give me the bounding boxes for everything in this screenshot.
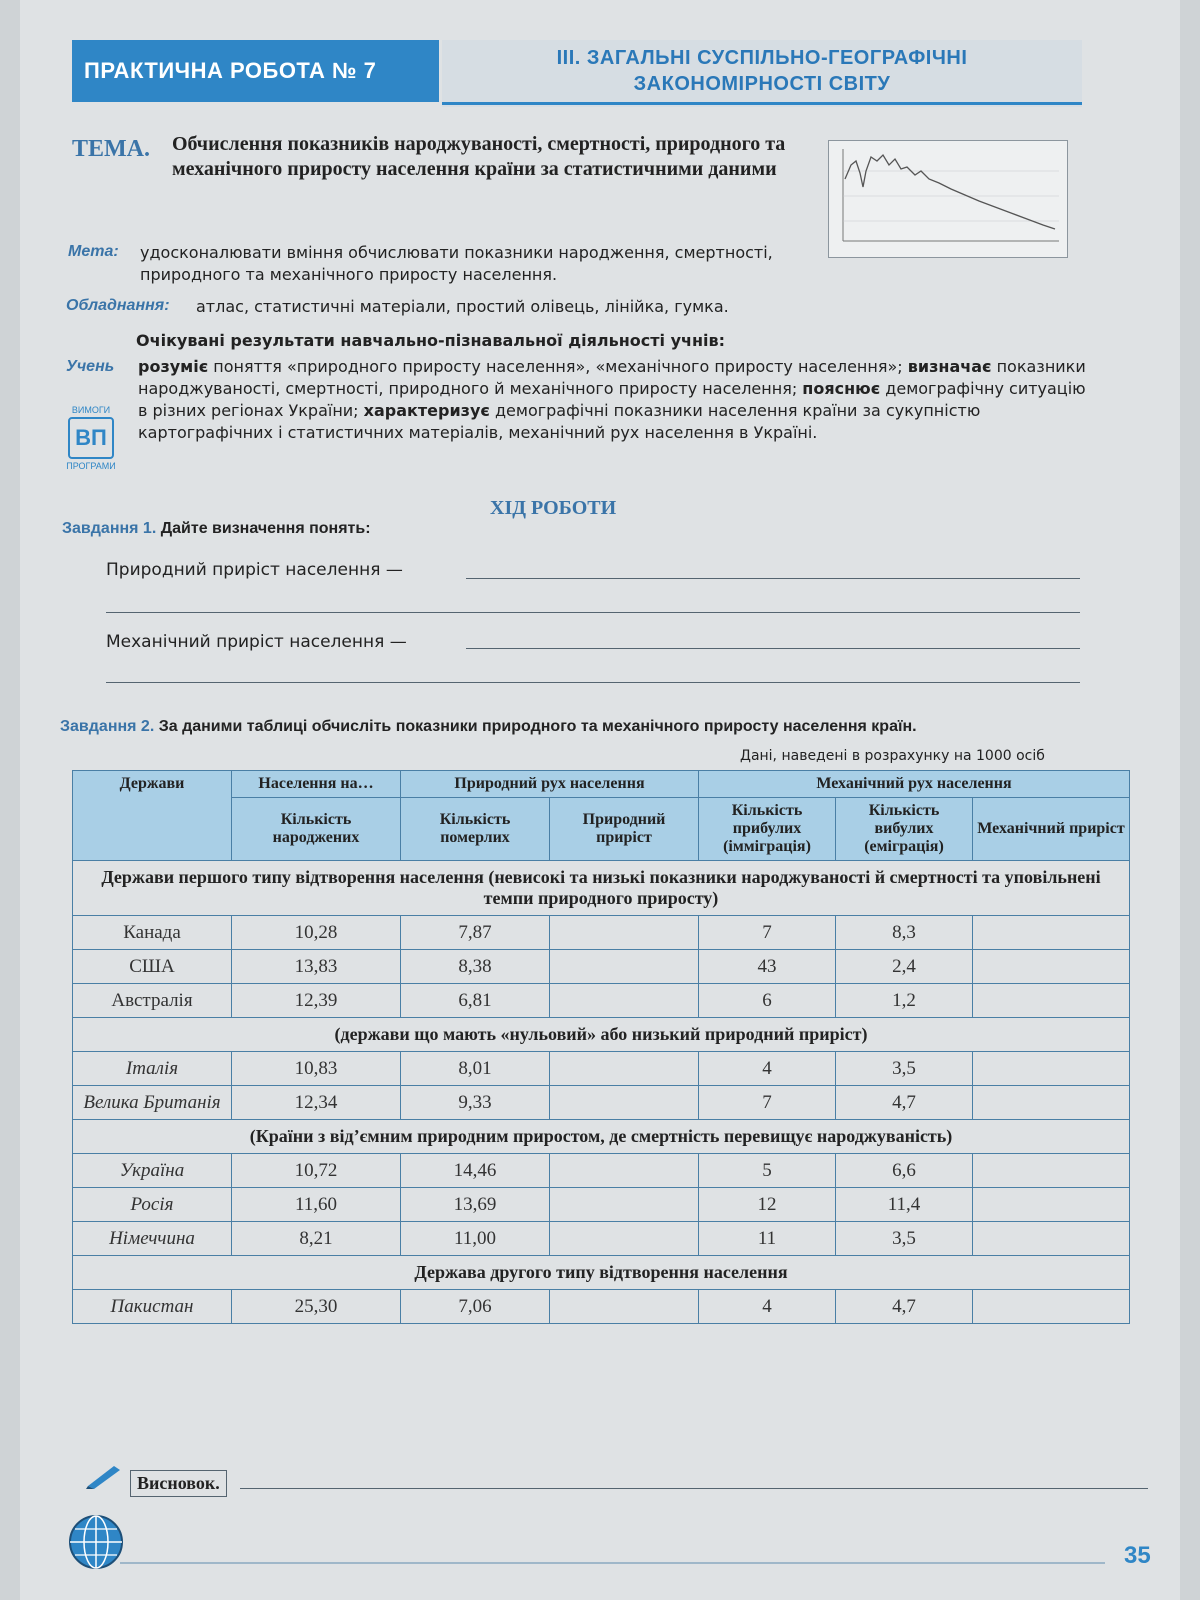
result-segment: пояснює xyxy=(802,379,881,398)
natural-growth-cell[interactable] xyxy=(550,984,699,1018)
arrived-cell: 5 xyxy=(699,1154,836,1188)
deaths-cell: 7,06 xyxy=(401,1290,550,1324)
deaths-cell: 8,01 xyxy=(401,1052,550,1086)
work-heading: ХІД РОБОТИ xyxy=(490,497,617,519)
country-cell: Росія xyxy=(73,1188,232,1222)
births-cell: 12,39 xyxy=(232,984,401,1018)
result-segment: визначає xyxy=(907,357,992,376)
task2-number: Завдання 2. xyxy=(60,718,155,735)
pen-icon xyxy=(84,1462,124,1490)
result-segment: розуміє xyxy=(138,357,209,376)
table-row xyxy=(73,1188,1130,1222)
arrived-cell: 4 xyxy=(699,1290,836,1324)
header-births: Кількість народжених xyxy=(232,798,401,861)
task1-title xyxy=(62,520,371,538)
task2-title xyxy=(60,718,1120,736)
definition2-label: Механічний приріст населення — xyxy=(106,632,407,652)
departed-cell: 8,3 xyxy=(836,916,973,950)
header-mech-growth: Механічний приріст xyxy=(973,798,1130,861)
departed-cell: 3,5 xyxy=(836,1052,973,1086)
natural-growth-cell[interactable] xyxy=(550,1154,699,1188)
result-segment: поняття «природного приросту населення», «механічного приросту населення»; xyxy=(208,357,908,376)
country-cell: США xyxy=(73,950,232,984)
deaths-cell: 14,46 xyxy=(401,1154,550,1188)
page-header xyxy=(72,40,1082,108)
country-cell: Німеччина xyxy=(73,1222,232,1256)
task2-text: За даними таблиці обчисліть показники природного та механічного приросту населення країн. xyxy=(158,718,917,735)
arrived-cell: 7 xyxy=(699,1086,836,1120)
table-row xyxy=(73,1086,1130,1120)
conclusion-label: Висновок. xyxy=(130,1470,227,1497)
result-segment: характеризує xyxy=(363,401,490,420)
deaths-cell: 6,81 xyxy=(401,984,550,1018)
header-deaths: Кількість померлих xyxy=(401,798,550,861)
mech-growth-cell[interactable] xyxy=(973,1154,1130,1188)
definition2-line2[interactable] xyxy=(106,682,1080,683)
tema-label: ТЕМА. xyxy=(72,136,150,162)
mech-growth-cell[interactable] xyxy=(973,1188,1130,1222)
departed-cell: 1,2 xyxy=(836,984,973,1018)
task1-number: Завдання 1. xyxy=(62,520,157,537)
births-cell: 25,30 xyxy=(232,1290,401,1324)
departed-cell: 4,7 xyxy=(836,1290,973,1324)
table-row xyxy=(73,916,1130,950)
departed-cell: 6,6 xyxy=(836,1154,973,1188)
demographics-table xyxy=(72,770,1130,1324)
group-row xyxy=(73,1256,1130,1290)
arrived-cell: 4 xyxy=(699,1052,836,1086)
chart-thumbnail-graphic xyxy=(829,141,1067,257)
header-arrived: Кількість прибулих (імміграція) xyxy=(699,798,836,861)
table-row xyxy=(73,984,1130,1018)
workbook-page xyxy=(20,0,1180,1600)
births-cell: 10,28 xyxy=(232,916,401,950)
country-cell: Австралія xyxy=(73,984,232,1018)
section-title-line2: ЗАКОНОМІРНОСТІ СВІТУ xyxy=(633,73,891,95)
result-segment: показники народжуваності, смертності, природного й механічного приросту населення; xyxy=(138,357,1086,398)
mech-growth-cell[interactable] xyxy=(973,950,1130,984)
definition1-line[interactable] xyxy=(466,578,1080,579)
equipment-label: Обладнання: xyxy=(66,297,170,314)
tema-text: Обчислення показників народжуваності, смертності, природного та механічного приросту населення країни за статистичними даними xyxy=(172,133,786,180)
results-heading: Очікувані результати навчально-пізнавальної діяльності учнів: xyxy=(136,331,726,350)
globe-icon xyxy=(66,1512,126,1572)
births-cell: 11,60 xyxy=(232,1188,401,1222)
program-requirements-badge xyxy=(62,405,120,473)
deaths-cell: 13,69 xyxy=(401,1188,550,1222)
natural-growth-cell[interactable] xyxy=(550,1086,699,1120)
deaths-cell: 11,00 xyxy=(401,1222,550,1256)
practical-work-title: ПРАКТИЧНА РОБОТА № 7 xyxy=(72,40,439,102)
natural-growth-cell[interactable] xyxy=(550,916,699,950)
results-text xyxy=(138,356,1088,444)
badge-bottom-text: ПРОГРАМИ xyxy=(66,461,116,471)
births-cell: 10,83 xyxy=(232,1052,401,1086)
section-title xyxy=(442,40,1082,107)
natural-growth-cell[interactable] xyxy=(550,950,699,984)
section-title-line1: ІІІ. ЗАГАЛЬНІ СУСПІЛЬНО-ГЕОГРАФІЧНІ xyxy=(556,47,968,69)
meta-text: удосконалювати вміння обчислювати показники народження, смертності, природного та механічного приросту населення. xyxy=(140,243,773,284)
arrived-cell: 12 xyxy=(699,1188,836,1222)
task1-text: Дайте визначення понять: xyxy=(160,520,371,537)
equipment-text: атлас, статистичні матеріали, простий олівець, лінійка, гумка. xyxy=(196,297,729,316)
group-title: (держави що мають «нульовий» або низький природний приріст) xyxy=(73,1018,1130,1052)
header-departed: Кількість вибулих (еміграція) xyxy=(836,798,973,861)
result-segment: демографічні показники населення країни за сукупністю картографічних і статистичних матеріалів, механічний рух населення в Україні. xyxy=(138,401,981,442)
births-cell: 12,34 xyxy=(232,1086,401,1120)
meta-label: Мета: xyxy=(68,243,119,260)
deaths-cell: 7,87 xyxy=(401,916,550,950)
result-segment: демографічну ситуацію в різних регіонах України; xyxy=(138,379,1086,420)
arrived-cell: 11 xyxy=(699,1222,836,1256)
mech-growth-cell[interactable] xyxy=(973,984,1130,1018)
group-title: Держава другого типу відтворення населення xyxy=(73,1256,1130,1290)
header-rule xyxy=(442,102,1082,105)
mech-growth-cell[interactable] xyxy=(973,1222,1130,1256)
natural-growth-cell[interactable] xyxy=(550,1222,699,1256)
group-row xyxy=(73,1018,1130,1052)
country-cell: Україна xyxy=(73,1154,232,1188)
natural-growth-cell[interactable] xyxy=(550,1188,699,1222)
mech-growth-cell[interactable] xyxy=(973,1052,1130,1086)
departed-cell: 3,5 xyxy=(836,1222,973,1256)
population-chart-thumbnail xyxy=(828,140,1068,258)
departed-cell: 11,4 xyxy=(836,1188,973,1222)
table-row xyxy=(73,1290,1130,1324)
country-cell: Пакистан xyxy=(73,1290,232,1324)
births-cell: 8,21 xyxy=(232,1222,401,1256)
arrived-cell: 43 xyxy=(699,950,836,984)
natural-growth-cell[interactable] xyxy=(550,1290,699,1324)
mech-growth-cell[interactable] xyxy=(973,916,1130,950)
country-cell: Канада xyxy=(73,916,232,950)
departed-cell: 4,7 xyxy=(836,1086,973,1120)
table-row xyxy=(73,1052,1130,1086)
arrived-cell: 6 xyxy=(699,984,836,1018)
header-population: Населення на… xyxy=(232,771,401,798)
country-cell: Італія xyxy=(73,1052,232,1086)
header-mechanical: Механічний рух населення xyxy=(699,771,1130,798)
data-note: Дані, наведені в розрахунку на 1000 осіб xyxy=(740,748,1045,764)
header-natural-growth: Природний приріст xyxy=(550,798,699,861)
natural-growth-cell[interactable] xyxy=(550,1052,699,1086)
badge-top-text: ВИМОГИ xyxy=(71,405,111,415)
group-row xyxy=(73,861,1130,916)
group-row xyxy=(73,1120,1130,1154)
table-row xyxy=(73,950,1130,984)
student-label: Учень xyxy=(66,358,115,375)
deaths-cell: 8,38 xyxy=(401,950,550,984)
definition1-label: Природний приріст населення — xyxy=(106,560,403,580)
deaths-cell: 9,33 xyxy=(401,1086,550,1120)
group-title: (Країни з від’ємним природним приростом, де смертність перевищує народжуваність) xyxy=(73,1120,1130,1154)
definition2-line[interactable] xyxy=(466,648,1080,649)
mech-growth-cell[interactable] xyxy=(973,1290,1130,1324)
mech-growth-cell[interactable] xyxy=(973,1086,1130,1120)
definition1-line2[interactable] xyxy=(106,612,1080,613)
page-number: 35 xyxy=(1124,1542,1151,1569)
births-cell: 10,72 xyxy=(232,1154,401,1188)
table-row xyxy=(73,1222,1130,1256)
country-cell: Велика Британія xyxy=(73,1086,232,1120)
badge-icon: ВП xyxy=(68,417,114,459)
conclusion-line[interactable] xyxy=(240,1488,1148,1489)
header-natural: Природний рух населення xyxy=(401,771,699,798)
footer-rule xyxy=(120,1562,1105,1564)
group-title: Держави першого типу відтворення населення (невисокі та низькі показники народжуваності й смертності та уповільнені темпи природного приросту) xyxy=(73,861,1130,916)
arrived-cell: 7 xyxy=(699,916,836,950)
births-cell: 13,83 xyxy=(232,950,401,984)
departed-cell: 2,4 xyxy=(836,950,973,984)
header-states: Держави xyxy=(73,771,232,861)
table-row xyxy=(73,1154,1130,1188)
